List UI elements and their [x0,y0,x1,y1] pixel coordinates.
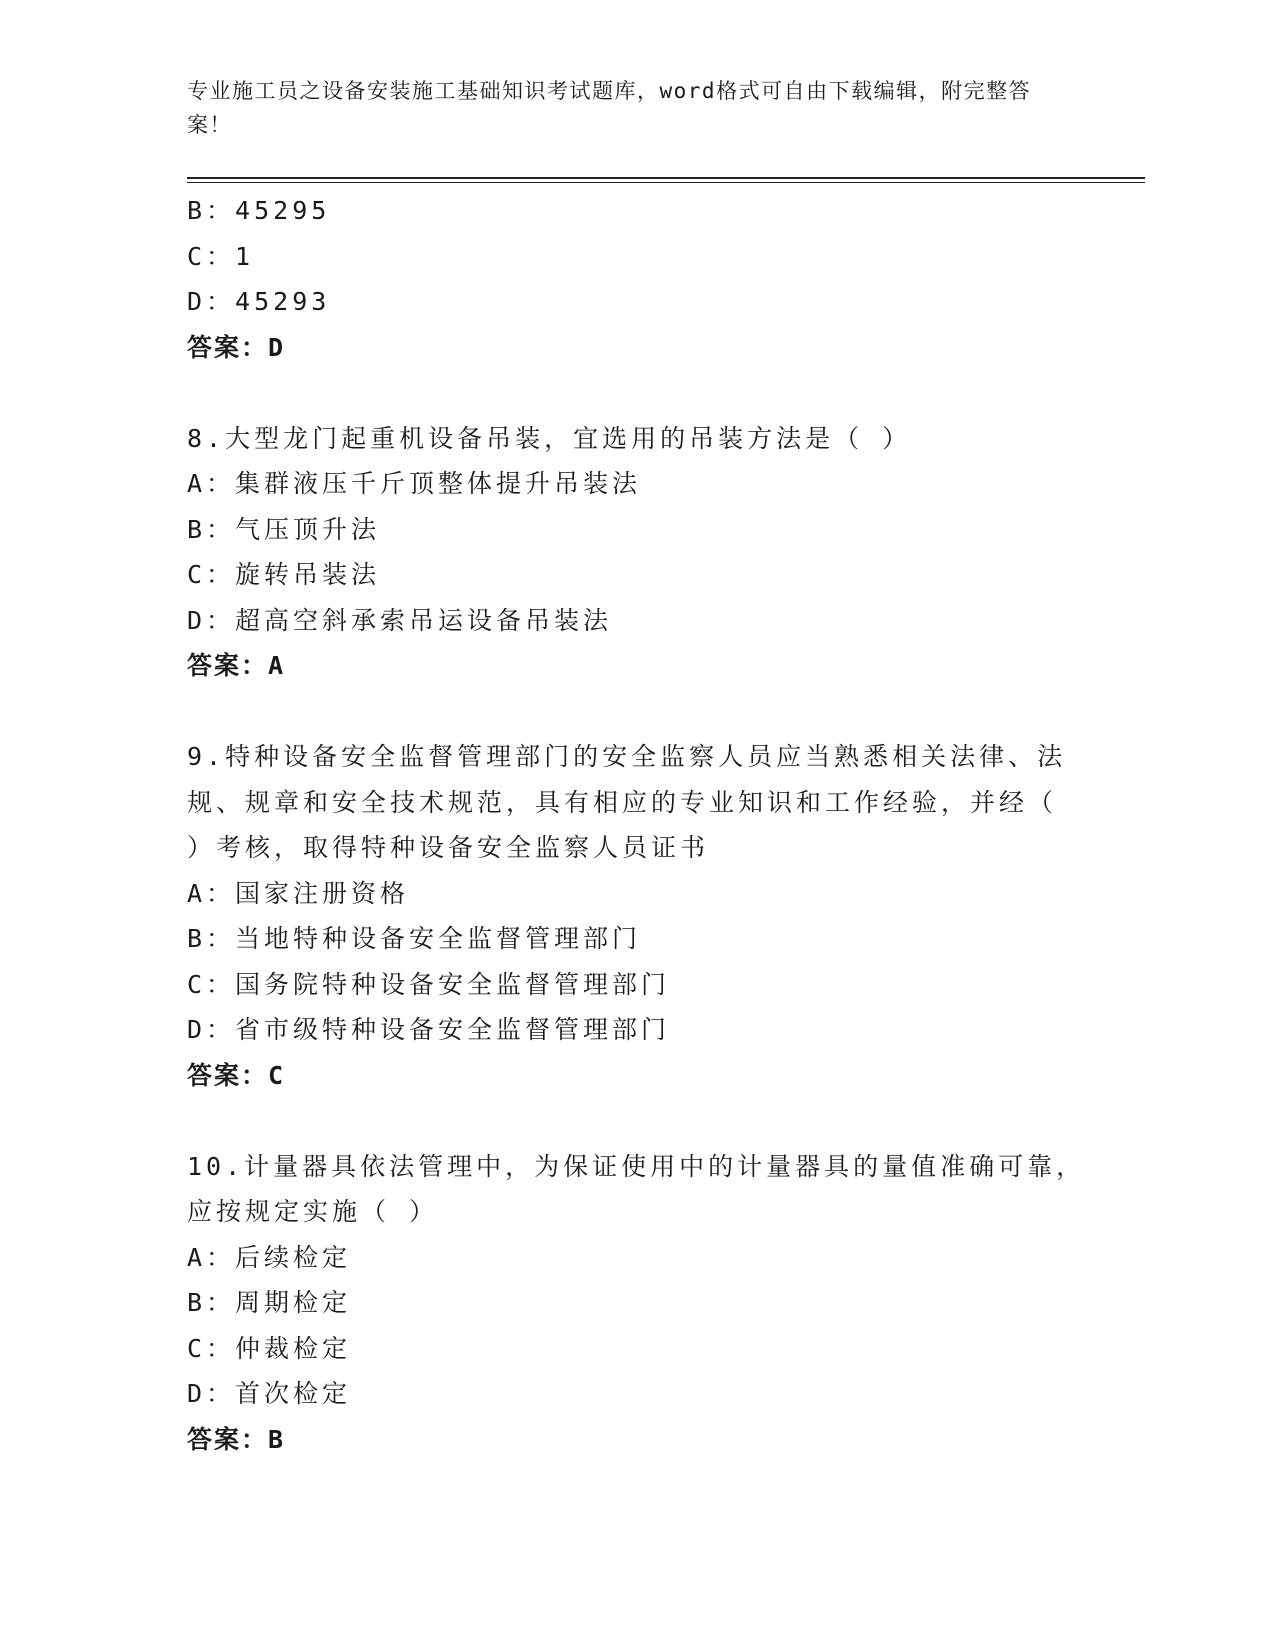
option-item: D：超高空斜承索吊运设备吊装法 [187,605,613,635]
question-stem-line: ）考核，取得特种设备安全监察人员证书 [187,833,710,862]
question-stem-line: 规、规章和安全技术规范，具有相应的专业知识和工作经验，并经（ [187,787,1058,817]
question-stem-line: 应按规定实施（ ） [187,1197,439,1226]
header-rule-thin [187,182,1145,183]
option-item: B：45295 [187,196,331,225]
option-item: D：45293 [187,287,331,316]
option-item: D：首次检定 [187,1379,352,1408]
answer-line: 答案：A [187,651,286,680]
question-stem: 8.大型龙门起重机设备吊装，宜选用的吊装方法是（ ） [187,423,912,453]
header-title: 专业施工员之设备安装施工基础知识考试题库，word格式可自由下载编辑，附完整答案！ [187,79,1032,137]
option-item: C：1 [187,241,255,271]
option-item: B：当地特种设备安全监督管理部门 [187,924,642,953]
answer-line: 答案：B [187,1424,286,1454]
option-item: C：国务院特种设备安全监督管理部门 [187,969,671,999]
header-rule-thick [187,177,1145,179]
option-item: B：周期检定 [187,1288,352,1317]
option-item: C：仲裁检定 [187,1333,352,1363]
answer-line: 答案：D [187,332,286,362]
option-item: A：集群液压千斤顶整体提升吊装法 [187,469,642,498]
question-stem-line: 10.计量器具依法管理中，为保证使用中的计量器具的量值准确可靠， [187,1151,1086,1181]
spacer [187,1098,1067,1144]
page-header [187,74,1067,142]
spacer [187,689,1067,735]
spacer [187,370,1067,416]
option-item: B：气压顶升法 [187,514,381,544]
option-item: C：旋转吊装法 [187,560,381,589]
option-item: D：省市级特种设备安全监督管理部门 [187,1015,671,1044]
option-item: A：后续检定 [187,1242,352,1272]
question-stem-line: 9.特种设备安全监督管理部门的安全监察人员应当熟悉相关法律、法 [187,742,1067,771]
option-item: A：国家注册资格 [187,878,410,908]
answer-line: 答案：C [187,1060,286,1090]
question-content [187,188,1086,1462]
